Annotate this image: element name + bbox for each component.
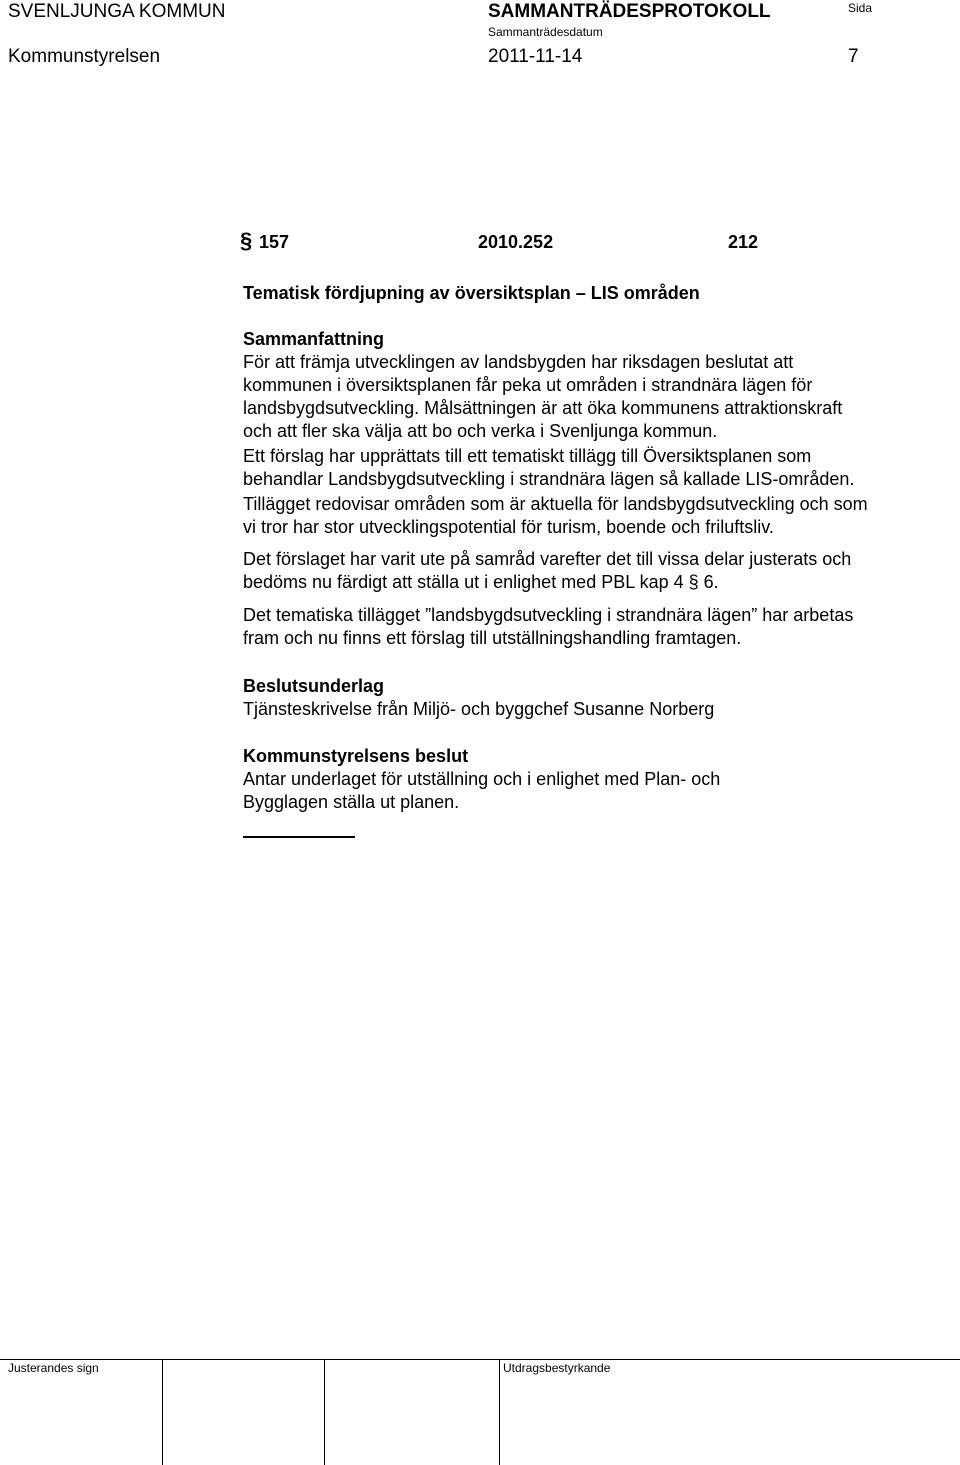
summary-line: landsbygdsutveckling. Målsättningen är att öka kommunens attraktionskraft xyxy=(243,398,843,418)
summary-paragraph-line: fram och nu finns ett förslag till utställningshandling framtagen. xyxy=(243,628,742,648)
summary-line: kommunen i översiktsplanen får peka ut områden i strandnära lägen för xyxy=(243,375,813,395)
summary-line: vi tror har stor utvecklingspotential för turism, boende och friluftsliv. xyxy=(243,517,774,537)
decision-line: Antar underlaget för utställning och i enlighet med Plan- och xyxy=(243,769,721,789)
decision-heading: Kommunstyrelsens beslut xyxy=(243,746,469,766)
footer-divider xyxy=(324,1359,325,1465)
page-label: Sida xyxy=(848,1,873,15)
summary-line: behandlar Landsbygdsutveckling i strandnära lägen så kallade LIS-områden. xyxy=(243,469,855,489)
end-rule xyxy=(243,836,355,838)
meeting-date: 2011-11-14 xyxy=(488,46,583,67)
summary-line: Ett förslag har upprättats till ett tematiskt tillägg till Översiktsplanen som xyxy=(243,446,812,466)
summary-heading: Sammanfattning xyxy=(243,329,385,349)
case-number: 2010.252 xyxy=(478,232,554,252)
footer-divider xyxy=(499,1359,500,1465)
section-symbol: § xyxy=(240,228,253,253)
document-type: SAMMANTRÄDESPROTOKOLL xyxy=(488,1,771,22)
meeting-date-label: Sammanträdesdatum xyxy=(488,25,603,39)
summary-line: Tillägget redovisar områden som är aktuella för landsbygdsutveckling och som xyxy=(243,494,868,514)
committee-name: Kommunstyrelsen xyxy=(8,46,161,67)
summary-line: och att fler ska välja att bo och verka i Svenljunga kommun. xyxy=(243,421,718,441)
basis-text: Tjänsteskrivelse från Miljö- och byggchef Susanne Norberg xyxy=(243,699,715,719)
basis-heading: Beslutsunderlag xyxy=(243,676,385,696)
summary-paragraph-line: bedöms nu färdigt att ställa ut i enlighet med PBL kap 4 § 6. xyxy=(243,572,719,592)
page-number: 7 xyxy=(848,46,859,67)
summary-line: För att främja utvecklingen av landsbygden har riksdagen beslutat att xyxy=(243,352,794,372)
paragraph-number: 157 xyxy=(259,232,290,252)
footer-top-rule xyxy=(0,1359,960,1360)
case-title: Tematisk fördjupning av översiktsplan – LIS områden xyxy=(243,283,700,303)
footer-divider xyxy=(162,1359,163,1465)
adjusters-sign-label: Justerandes sign xyxy=(8,1361,99,1375)
summary-paragraph-line: Det tematiska tillägget ”landsbygdsutveckling i strandnära lägen” har arbetas xyxy=(243,605,854,625)
extract-certified-label: Utdragsbestyrkande xyxy=(503,1361,611,1375)
decision-line: Bygglagen ställa ut planen. xyxy=(243,792,460,812)
registry-code: 212 xyxy=(728,232,759,252)
organization-name: SVENLJUNGA KOMMUN xyxy=(8,1,226,22)
summary-paragraph-line: Det förslaget har varit ute på samråd varefter det till vissa delar justerats och xyxy=(243,549,852,569)
